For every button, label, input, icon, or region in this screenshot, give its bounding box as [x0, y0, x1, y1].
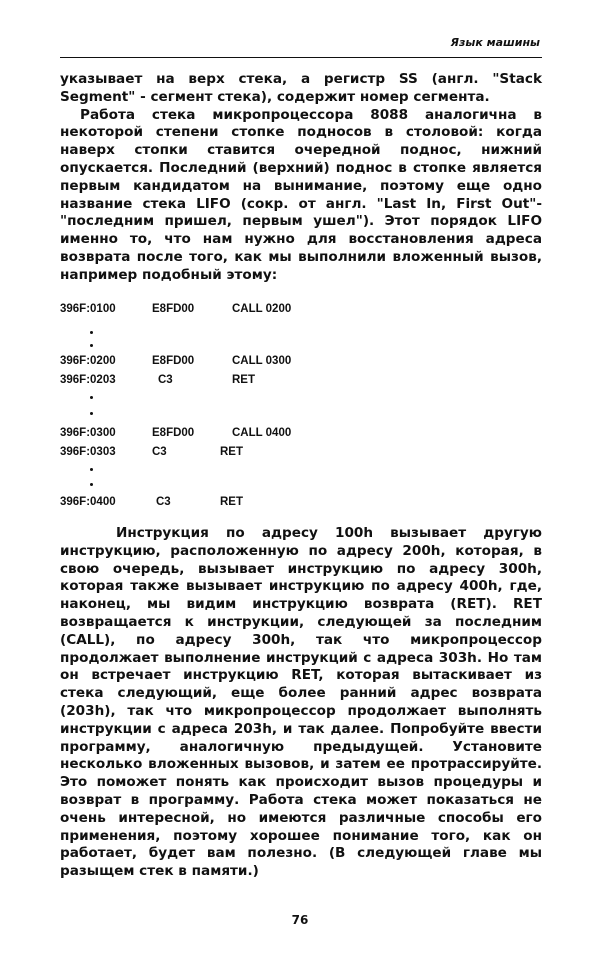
body-text-top: [60, 71, 542, 285]
ellipsis-dot: [90, 331, 93, 334]
paragraph-stack-lifo: Работа стека микропроцессора 8088 аналогична в некоторой степени стопке подносов в столовой: когда наверх стопки ставится очередной поднос, нижний опускается. Последний (верхний) поднос в стопке является первым кандидатом на вынимание, поэтому еще одно название стека LIFO (сокр. от англ. "Last In, First Out"-"последним пришел, первым ушел"). Этот порядок LIFO именно то, что нам нужно для восстановления адреса возврата после того, как мы выполнили вложенный вызов, например подобный этому:: [60, 106, 542, 283]
listing-address: 396F:0203: [60, 374, 116, 386]
listing-address: 396F:0300: [60, 427, 116, 439]
listing-machine-code: C3: [152, 446, 167, 458]
listing-address: 396F:0200: [60, 355, 116, 367]
listing-machine-code: E8FD00: [152, 355, 195, 367]
listing-instruction: RET: [232, 374, 255, 386]
paragraph-call-explanation: Инструкция по адресу 100h вызывает другую инструкцию, расположенную по адресу 200h, которая, в свою очередь, вызывает инструкцию по адресу 300h, которая также вызывает инструкцию по адресу 400h, где, наконец, мы видим инструкцию возврата (RET). RET возвращается к инструкции, следующей за последним (CALL), по адресу 300h, так что микропроцессор продолжает выполнение инструкций с адреса 303h. Но там он встречает инструкцию RET, которая вытаскивает из стека следующий, еще более ранний адрес возврата (203h), так что микропроцессор продолжает выполнять инструкции с адреса 203h, и так далее. Попробуйте ввести программу, аналогичную предыдущей. Установите несколько вложенных вызовов, и затем ее протрассируйте. Это поможет понять как происходит вызов процедуры и возврат в программу. Работа стека может показаться не очень интересной, но имеются различные способы его применения, поэтому хорошее понимание того, как он работает, будет вам полезно. (В следующей главе мы разыщем стек в памяти.): [60, 525, 542, 880]
ellipsis-dot: [90, 468, 93, 471]
header-rule: [60, 57, 542, 58]
body-text-bottom: [60, 525, 542, 881]
listing-machine-code: E8FD00: [152, 427, 195, 439]
ellipsis-dot: [90, 344, 93, 347]
listing-instruction: RET: [220, 496, 243, 508]
ellipsis-dot: [90, 412, 93, 415]
listing-address: 396F:0100: [60, 303, 116, 315]
listing-instruction: RET: [220, 446, 243, 458]
paragraph-continuation: указывает на верх стека, а регистр SS (англ. "Stack Segment" - сегмент стека), содержит номер сегмента.: [60, 71, 542, 105]
listing-instruction: CALL 0200: [232, 303, 292, 315]
ellipsis-dot: [90, 483, 93, 486]
listing-instruction: CALL 0300: [232, 355, 292, 367]
listing-instruction: CALL 0400: [232, 427, 292, 439]
listing-address: 396F:0400: [60, 496, 116, 508]
listing-machine-code: C3: [156, 496, 171, 508]
running-head: Язык машины: [450, 36, 540, 49]
listing-machine-code: C3: [158, 374, 173, 386]
page-number: 76: [291, 913, 309, 927]
ellipsis-dot: [90, 396, 93, 399]
listing-machine-code: E8FD00: [152, 303, 195, 315]
listing-address: 396F:0303: [60, 446, 116, 458]
